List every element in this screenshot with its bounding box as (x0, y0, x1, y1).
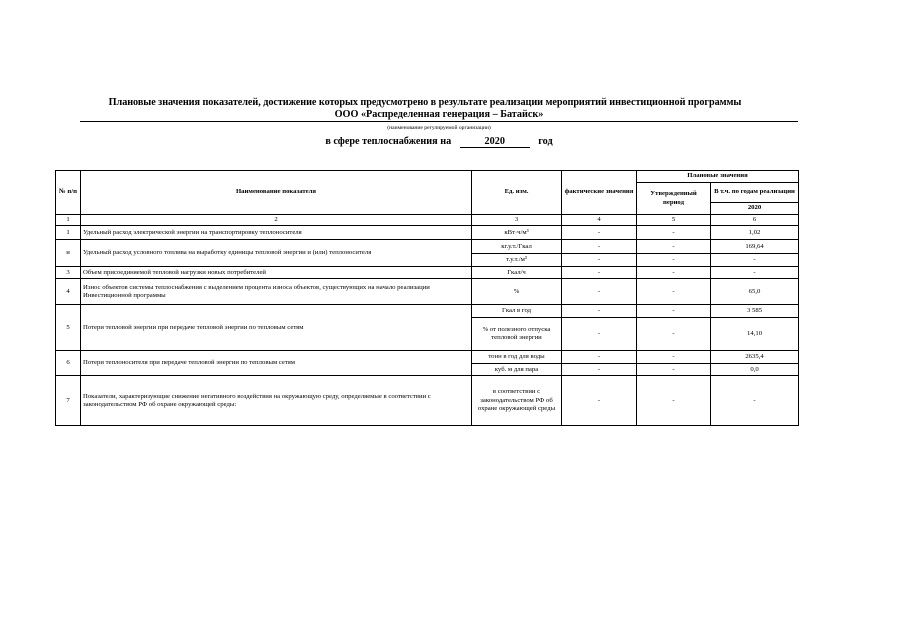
table-row (56, 376, 799, 426)
column-number-row (56, 215, 799, 226)
row-number: и (56, 240, 81, 267)
table-row (56, 226, 799, 240)
year-value: 1,02 (711, 226, 799, 240)
unit-cell: куб. м для пара (472, 364, 562, 376)
table-row (56, 279, 799, 305)
unit-cell: тонн в год для воды (472, 351, 562, 364)
sphere-prefix: в сфере теплоснабжения на (325, 136, 452, 147)
document-title: Плановые значения показателей, достижение которых предусмотрено в результате реализации мероприятий инвестиционной программы (108, 97, 742, 108)
indicators-table (55, 170, 799, 426)
indicator-name: Износ объектов системы теплоснабжения с выделением процента износа объектов, существующих на начало реализации Инвестиционной программы (81, 279, 472, 305)
approved-value: - (637, 305, 711, 318)
indicator-name: Потери теплоносителя при передаче тепловой энергии по тепловым сетям (81, 351, 472, 376)
sphere-year: 2020 (460, 136, 530, 148)
header-unit: Ед. изм. (472, 171, 562, 215)
sphere-line (80, 136, 798, 148)
row-number: 7 (56, 376, 81, 426)
column-number: 1 (56, 215, 81, 226)
actual-value: - (562, 351, 637, 364)
row-number: 3 (56, 267, 81, 279)
approved-value: - (637, 364, 711, 376)
header-row (56, 171, 799, 183)
actual-value: - (562, 267, 637, 279)
approved-value: - (637, 226, 711, 240)
year-value: 14,10 (711, 318, 799, 351)
header-year: 2020 (711, 203, 799, 215)
approved-value: - (637, 254, 711, 267)
header-planned: Плановые значения (637, 171, 799, 183)
year-value: 65,0 (711, 279, 799, 305)
column-number: 2 (81, 215, 472, 226)
sphere-suffix: год (538, 136, 553, 147)
approved-value: - (637, 318, 711, 351)
column-number: 3 (472, 215, 562, 226)
header-name: Наименование показателя (81, 171, 472, 215)
table-row (56, 305, 799, 318)
approved-value: - (637, 351, 711, 364)
indicator-name: Удельный расход электрической энергии на транспортировку теплоносителя (81, 226, 472, 240)
year-value: - (711, 254, 799, 267)
approved-value: - (637, 279, 711, 305)
row-number: 5 (56, 305, 81, 351)
approved-value: - (637, 240, 711, 254)
organization-name-caption: (наименование регулируемой организации) (387, 125, 491, 131)
year-value: 0,0 (711, 364, 799, 376)
header-byyear: В т.ч. по годам реализации (711, 183, 799, 203)
year-value: 3 585 (711, 305, 799, 318)
header-num: № п/п (56, 171, 81, 215)
actual-value: - (562, 226, 637, 240)
table-row (56, 267, 799, 279)
actual-value: - (562, 240, 637, 254)
indicator-name: Показатели, характеризующие снижение негативного воздействия на окружающую среду, определяемые в соответствии с законодательством РФ об охране окружающей среды: (81, 376, 472, 426)
unit-cell: % от полезного отпуска тепловой энергии (472, 318, 562, 351)
indicator-name: Потери тепловой энергии при передаче тепловой энергии по тепловым сетям (81, 305, 472, 351)
actual-value: - (562, 364, 637, 376)
actual-value: - (562, 376, 637, 426)
approved-value: - (637, 267, 711, 279)
year-value: 169,64 (711, 240, 799, 254)
unit-cell: % (472, 279, 562, 305)
table-row (56, 240, 799, 254)
indicator-name: Удельный расход условного топлива на выработку единицы тепловой энергии и (или) теплоносителя (81, 240, 472, 267)
unit-cell: т.у.т./м³ (472, 254, 562, 267)
actual-value: - (562, 305, 637, 318)
row-number: 4 (56, 279, 81, 305)
year-value: - (711, 376, 799, 426)
header-actual: фактические значения (562, 171, 637, 215)
unit-cell: кВт·ч/м³ (472, 226, 562, 240)
column-number: 6 (711, 215, 799, 226)
row-number: 1 (56, 226, 81, 240)
actual-value: - (562, 254, 637, 267)
year-value: - (711, 267, 799, 279)
unit-cell: Гкал/ч (472, 267, 562, 279)
row-number: 6 (56, 351, 81, 376)
unit-cell: в соответствии с законодательством РФ об охране окружающей среды (472, 376, 562, 426)
unit-cell: Гкал в год (472, 305, 562, 318)
header-approved: Утвержденный период (637, 183, 711, 215)
unit-cell: кг.у.т./Гкал (472, 240, 562, 254)
column-number: 4 (562, 215, 637, 226)
year-value: 2635,4 (711, 351, 799, 364)
organization-name: ООО «Распределенная генерация – Батайск» (80, 109, 798, 122)
column-number: 5 (637, 215, 711, 226)
indicator-name: Объем присоединяемой тепловой нагрузки новых потребителей (81, 267, 472, 279)
actual-value: - (562, 318, 637, 351)
actual-value: - (562, 279, 637, 305)
approved-value: - (637, 376, 711, 426)
table-row (56, 351, 799, 364)
